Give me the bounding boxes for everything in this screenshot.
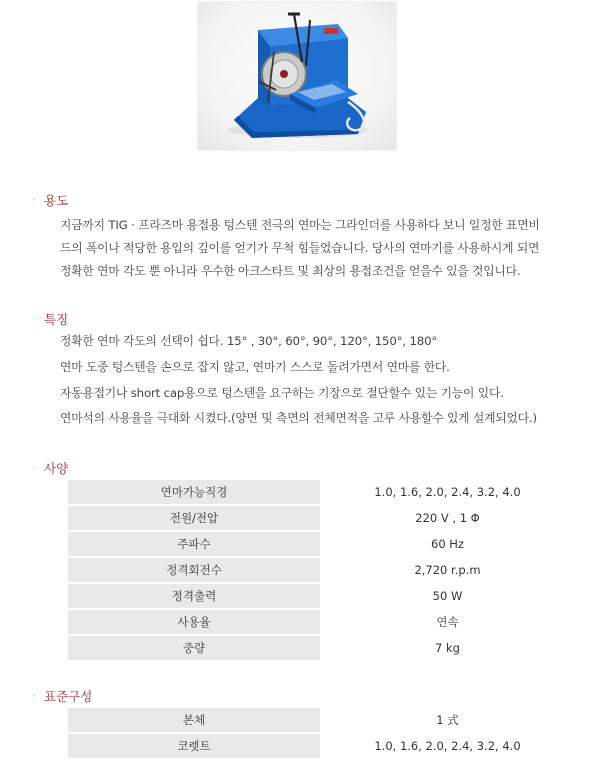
- standard-value: 1.0, 1.6, 2.0, 2.4, 3.2, 4.0: [320, 734, 575, 758]
- usage-title: 용도: [44, 193, 69, 208]
- standard-value: 1 式: [320, 708, 575, 732]
- section-heading-usage: [33, 192, 68, 208]
- bullet-icon: ·: [33, 690, 37, 702]
- usage-paragraph: [60, 214, 580, 283]
- spec-key: 정격회전수: [68, 558, 320, 582]
- features-title: 특징: [44, 312, 69, 327]
- bullet-icon: ·: [33, 313, 37, 325]
- product-photo: [197, 1, 397, 151]
- spec-value: 1.0, 1.6, 2.0, 2.4, 3.2, 4.0: [320, 480, 575, 504]
- spec-value: 60 Hz: [320, 532, 575, 556]
- section-heading-standard: [33, 688, 92, 704]
- table-row: [68, 584, 575, 608]
- table-row: [68, 636, 575, 660]
- feature-line: 정확한 연마 각도의 선택이 쉽다. 15° , 30°, 60°, 90°, 120°, 150°, 180°: [60, 334, 438, 348]
- spec-table: [68, 478, 575, 662]
- feature-line: 연마석의 사용율을 극대화 시켰다.(양면 및 측면의 전체면적을 고루 사용할수 있게 설계되었다.): [60, 411, 537, 425]
- usage-line: 지금까지 TIG · 프라즈마 용접용 텅스텐 전극의 연마는 그라인더를 사용하다 보니 일정한 표면비: [60, 218, 540, 232]
- feature-line: 자동용접기나 short cap용으로 텅스텐을 요구하는 기장으로 절단할수 있는 기능이 있다.: [60, 386, 504, 400]
- usage-line: 정확한 연마 각도 뿐 아니라 우수한 아크스타트 및 최상의 용접조건을 얻을수 있을 것입니다.: [60, 264, 521, 278]
- section-heading-spec: [33, 460, 68, 476]
- spec-key: 중량: [68, 636, 320, 660]
- spec-value: 연속: [320, 610, 575, 634]
- spec-value: 2,720 r.p.m: [320, 558, 575, 582]
- usage-line: 드의 폭이나 적당한 용입의 깊이를 얻기가 무척 힘들었습니다. 당사의 연마기를 사용하시게 되면: [60, 241, 540, 255]
- spec-key: 주파수: [68, 532, 320, 556]
- spec-value: 50 W: [320, 584, 575, 608]
- spec-key: 정격출력: [68, 584, 320, 608]
- spec-value: 7 kg: [320, 636, 575, 660]
- spec-key: 연마가능직경: [68, 480, 320, 504]
- standard-title: 표준구성: [44, 689, 93, 704]
- table-row: [68, 708, 575, 732]
- standard-table: [68, 706, 575, 760]
- table-row: [68, 558, 575, 582]
- section-heading-features: [33, 311, 68, 327]
- table-row: [68, 734, 575, 758]
- bullet-icon: ·: [33, 462, 37, 474]
- spec-value: 220 V , 1 Φ: [320, 506, 575, 530]
- spec-key: 전원/전압: [68, 506, 320, 530]
- standard-key: 코렛트: [68, 734, 320, 758]
- table-row: [68, 610, 575, 634]
- feature-line: 연마 도중 텅스텐을 손으로 잡지 않고, 연마기 스스로 돌려가면서 연마를 한다.: [60, 360, 450, 374]
- spec-key: 사용율: [68, 610, 320, 634]
- spec-title: 사양: [44, 461, 69, 476]
- grinder-machine-image: [198, 2, 398, 152]
- table-row: [68, 480, 575, 504]
- standard-key: 본체: [68, 708, 320, 732]
- table-row: [68, 506, 575, 530]
- table-row: [68, 532, 575, 556]
- bullet-icon: ·: [33, 194, 37, 206]
